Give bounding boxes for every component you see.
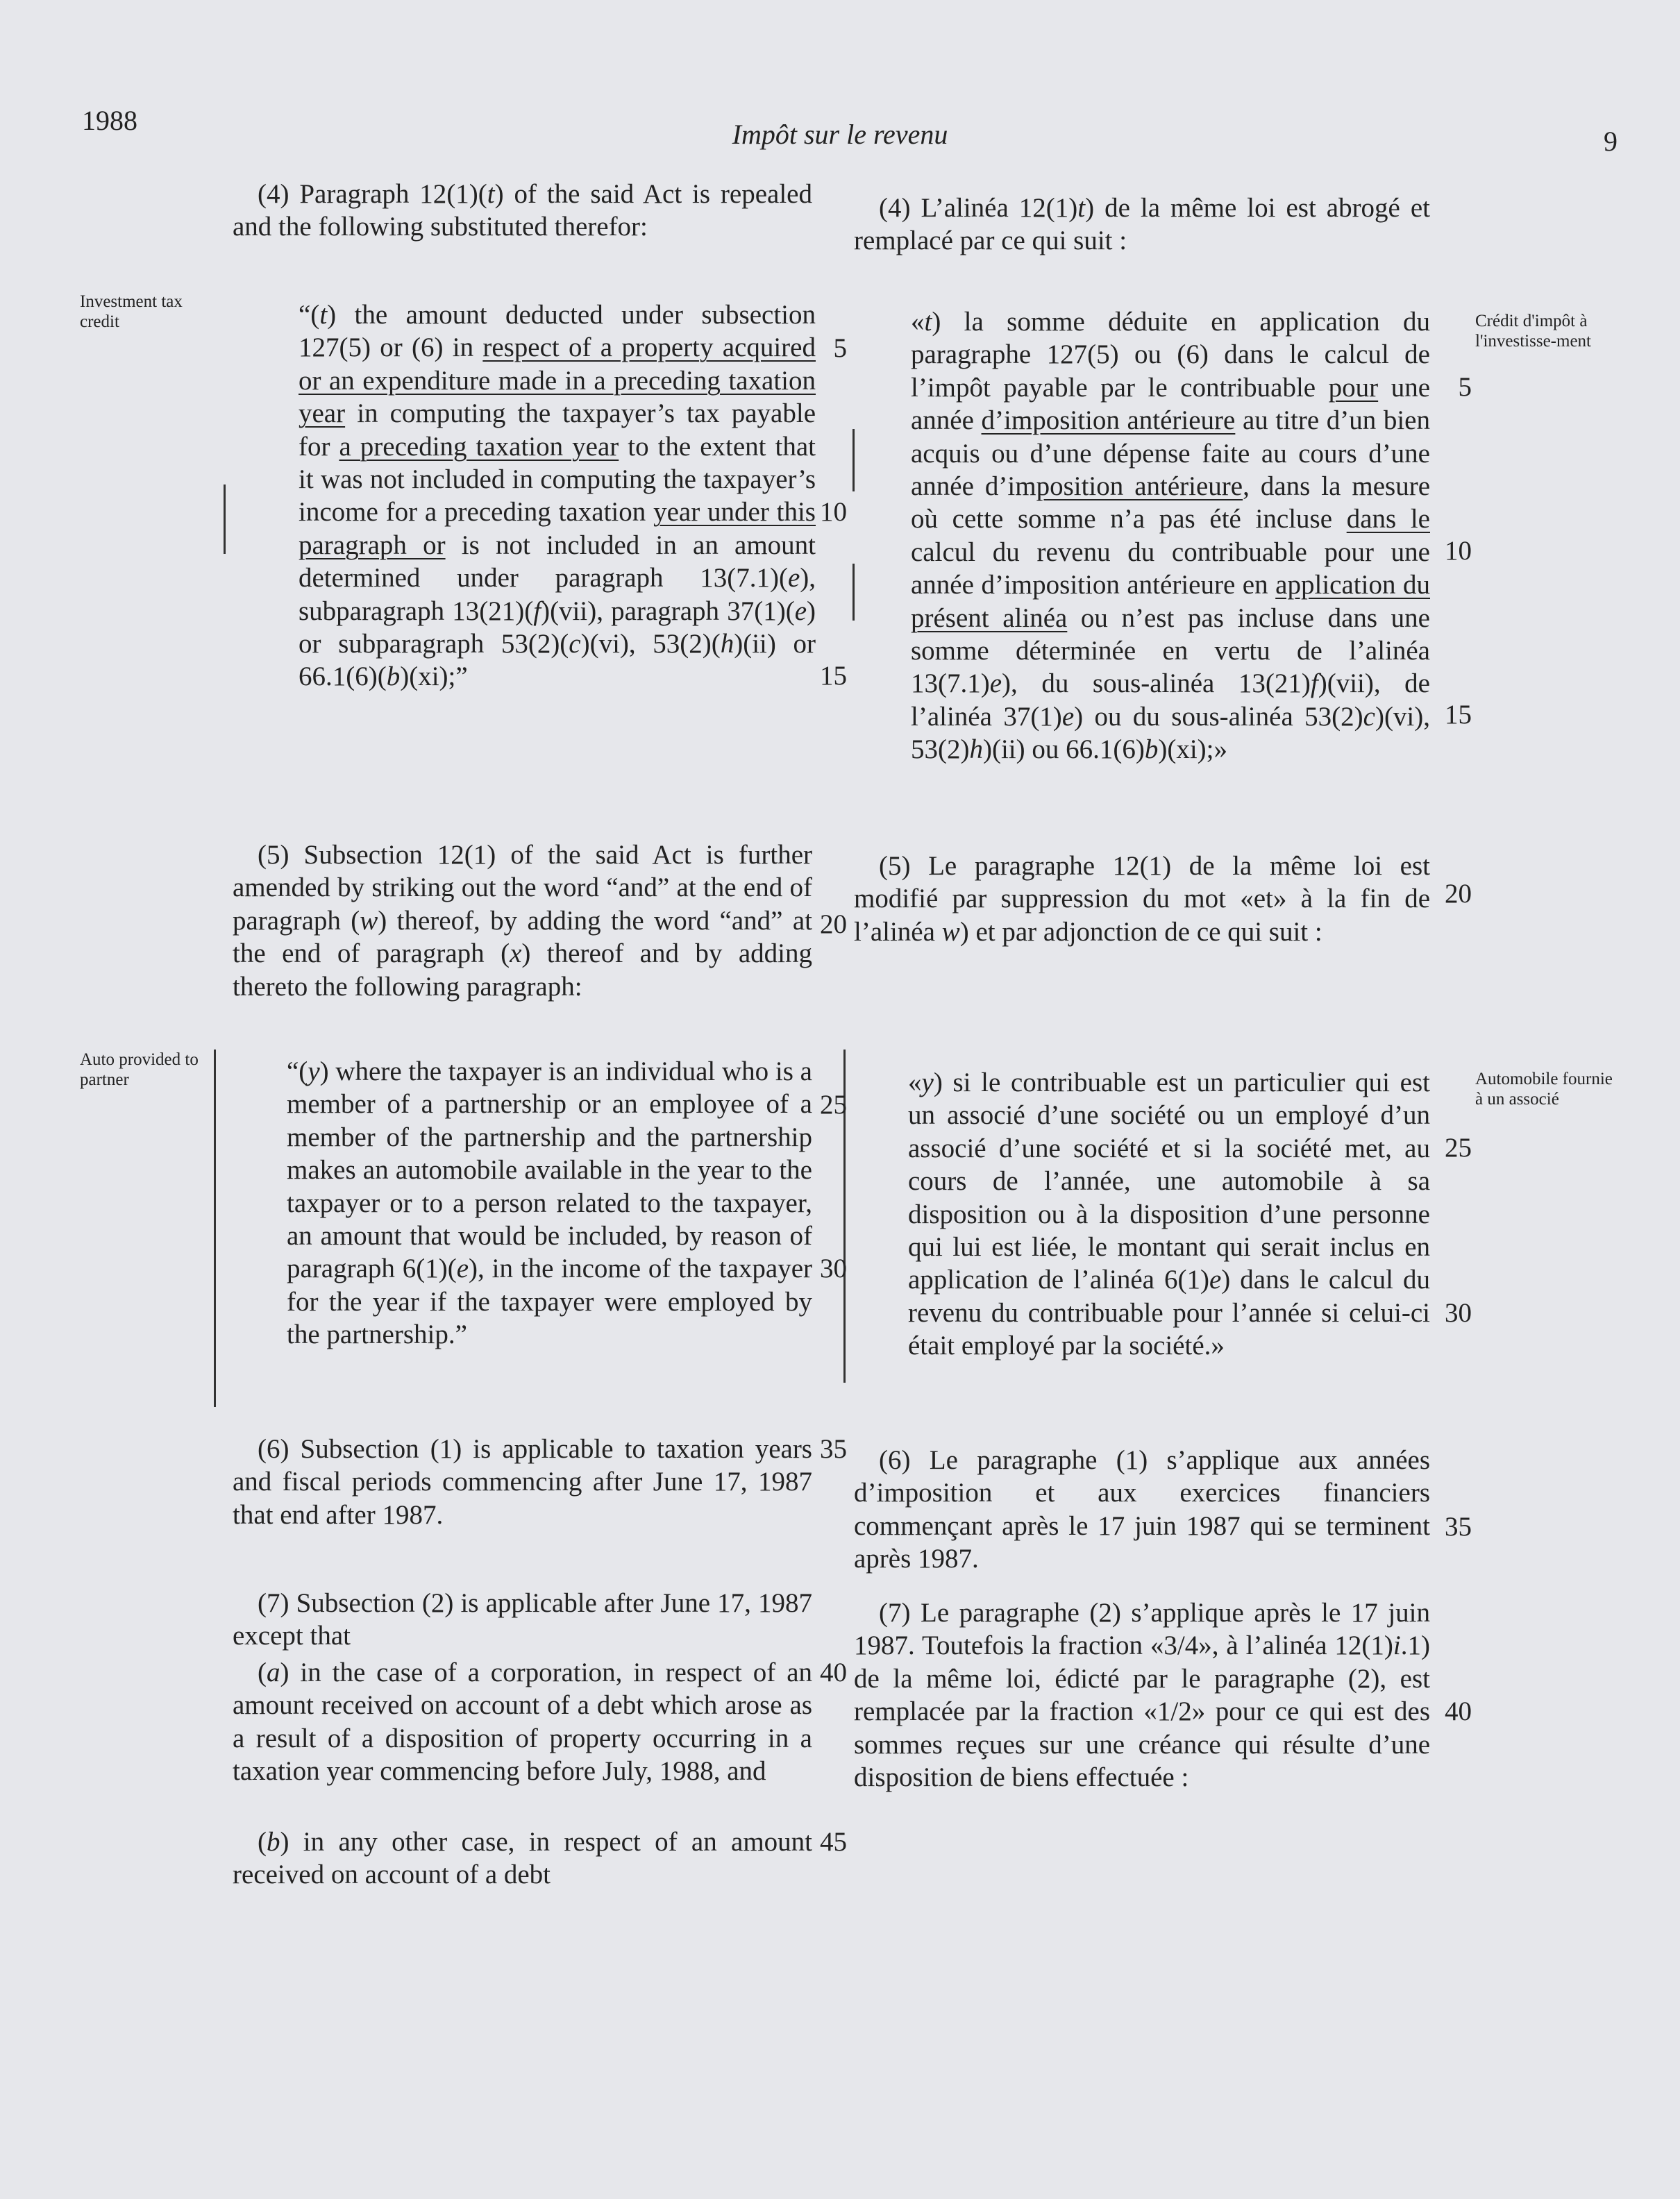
line-number: 45 [820, 1827, 847, 1857]
margin-note-credit-impot: Crédit d'impôt à l'investisse-ment [1475, 312, 1591, 351]
fr-paragraph-y: «y) si le contribuable est un particulier qui est un associé d’une société ou un employé d’un associé d’une société et si la société met, au cours de l’année, une automobile à sa disposition ou à la disposition d’une personne qui lui est liée, le montant qui serait inclus en application de l’alinéa 6(1)e) dans le calcul du revenu du contribuable pour l’année si celui-ci était employé par la société.» [908, 1068, 1430, 1361]
fr-paragraph-6: (6) Le paragraphe (1) s’applique aux années d’imposition et aux exercices financiers commençant après le 17 juin 1987 qui se terminent après 1987. [854, 1445, 1430, 1574]
line-number: 35 [1445, 1512, 1472, 1542]
en-paragraph-y: “(y) where the taxpayer is an individual who is a member of a partnership or an employee of a member of the partnership and the partnership makes an automobile available in the year to the taxpayer or to a person related to the taxpayer, an amount that would be included, by reason of paragraph 6(1)(e), in the income of the taxpayer for the year if the taxpayer were employed by the partnership.” [287, 1056, 812, 1350]
line-number: 5 [833, 333, 847, 363]
fr-paragraph-t: «t) la somme déduite en application du paragraphe 127(5) ou (6) dans le calcul de l’impôt payable par le contribuable pour une année d’imposition antérieure au titre d’un bien acquis ou d’une dépense faite au cours d’une année d’imposition antérieure, dans la mesure où cette somme n’a pas été incluse dans le calcul du revenu du contribuable pour une année d’imposition antérieure en application du présent alinéa ou n’est pas incluse dans une somme déterminée en vertu de l’alinéa 13(7.1)e), du sous-alinéa 13(21)f)(vii), de l’alinéa 37(1)e) ou du sous-alinéa 53(2)c)(vi), 53(2)h)(ii) ou 66.1(6)b)(xi);» [911, 307, 1431, 765]
margin-note-auto-provided: Auto provided to partner [80, 1050, 199, 1089]
en-paragraph-6: (6) Subsection (1) is applicable to taxation years and fiscal periods commencing after June 17, 1987 that end after 1987. [233, 1434, 812, 1530]
fr-paragraph-4: (4) L’alinéa 12(1)t) de la même loi est abrogé et remplacé par ce qui suit : [854, 193, 1431, 256]
header-year: 1988 [82, 105, 137, 136]
line-number: 25 [820, 1090, 847, 1120]
margin-note-automobile-fournie: Automobile fournie à un associé [1475, 1070, 1613, 1109]
en-paragraph-t: “(t) the amount deducted under subsection 127(5) or (6) in respect of a property acquired or an expenditure made in a preceding taxation year in computing the taxpayer’s tax payable for a preceding taxation year to the extent that it was not included in computing the taxpayer’s income for a preceding taxation year under this paragraph or is not included in an amount determined under paragraph 13(7.1)(e), subparagraph 13(21)(f)(vii), paragraph 37(1)(e) or subparagraph 53(2)(c)(vi), 53(2)(h)(ii) or 66.1(6)(b)(xi);” [299, 300, 816, 692]
line-number: 35 [820, 1434, 847, 1464]
fr-paragraph-5: (5) Le paragraphe 12(1) de la même loi est modifié par suppression du mot «et» à la fin de l’alinéa w) et par adjonction de ce qui suit : [854, 851, 1430, 947]
line-number: 20 [1445, 879, 1472, 909]
line-number: 40 [820, 1658, 847, 1687]
line-number: 40 [1445, 1696, 1472, 1726]
line-number: 30 [1445, 1298, 1472, 1328]
en-paragraph-7: (7) Subsection (2) is applicable after June 17, 1987 except that [233, 1588, 812, 1651]
en-paragraph-7b: (b) in any other case, in respect of an amount received on account of a debt [233, 1827, 812, 1890]
page-title: Impôt sur le revenu [732, 119, 948, 150]
change-bar [224, 485, 226, 554]
line-number: 10 [820, 497, 847, 527]
en-paragraph-4: (4) Paragraph 12(1)(t) of the said Act is repealed and the following substituted therefor: [233, 179, 812, 242]
margin-note-investment-tax-credit: Investment tax credit [80, 292, 183, 331]
page-number: 9 [1604, 126, 1618, 157]
line-number: 25 [1445, 1133, 1472, 1163]
fr-paragraph-7: (7) Le paragraphe (2) s’applique après le 17 juin 1987. Toutefois la fraction «3/4», à l’alinéa 12(1)i.1) de la même loi, édicté par le paragraphe (2), est remplacée par la fraction «1/2» pour ce qui est des sommes reçues sur une créance qui résulte d’une disposition de biens effectuée : [854, 1598, 1430, 1793]
line-number: 30 [820, 1254, 847, 1283]
change-bar [214, 1050, 216, 1407]
en-paragraph-5: (5) Subsection 12(1) of the said Act is further amended by striking out the word “and” at the end of paragraph (w) thereof, by adding the word “and” at the end of paragraph (x) thereof and by adding thereto the following paragraph: [233, 840, 812, 1002]
line-number: 15 [820, 661, 847, 691]
en-paragraph-7a: (a) in the case of a corporation, in respect of an amount received on account of a debt which arose as a result of a disposition of property occurring in a taxation year commencing before July, 1988, and [233, 1658, 812, 1787]
line-number: 5 [1458, 372, 1472, 402]
line-number: 10 [1445, 536, 1472, 566]
line-number: 20 [820, 909, 847, 939]
line-number: 15 [1445, 700, 1472, 730]
